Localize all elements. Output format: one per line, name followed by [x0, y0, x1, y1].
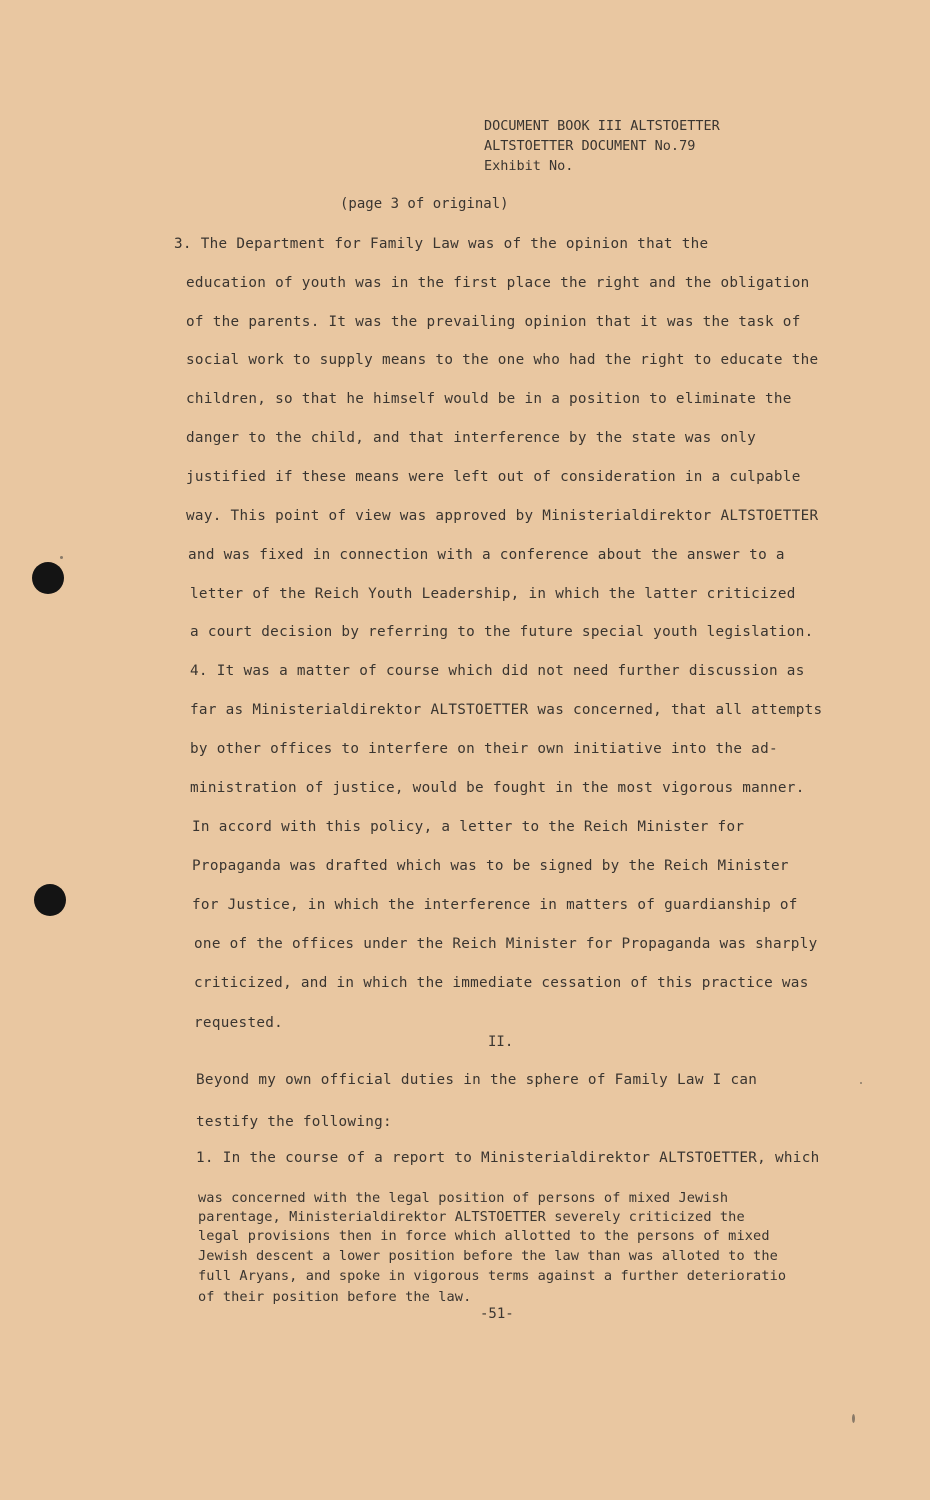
body-line: 4. It was a matter of course which did not need further discussion as [190, 663, 805, 679]
body-line: letter of the Reich Youth Leadership, in which the latter criticized [190, 586, 796, 602]
punch-hole [34, 884, 66, 916]
body-line: far as Ministerialdirektor ALTSTOETTER was concerned, that all attempts [190, 702, 823, 718]
body-line: 1. In the course of a report to Ministerialdirektor ALTSTOETTER, which [196, 1150, 820, 1166]
body-line: one of the offices under the Reich Minister for Propaganda was sharply [194, 936, 818, 952]
body-line: criticized, and in which the immediate cessation of this practice was [194, 975, 809, 991]
document-header [484, 116, 720, 176]
body-line: for Justice, in which the interference in matters of guardianship of [192, 897, 798, 913]
page-number: -51- [480, 1306, 514, 1322]
body-line: justified if these means were left out of consideration in a culpable [186, 469, 801, 485]
paper-mark [860, 1082, 862, 1084]
body-line: a court decision by referring to the future special youth legislation. [190, 624, 814, 640]
body-line: In accord with this policy, a letter to the Reich Minister for [192, 819, 745, 835]
body-line: full Aryans, and spoke in vigorous terms against a further deterioratio [198, 1268, 787, 1284]
body-line: Jewish descent a lower position before the law than was alloted to the [198, 1248, 778, 1264]
body-line: Beyond my own official duties in the sphere of Family Law I can [196, 1072, 758, 1088]
body-line: and was fixed in connection with a conference about the answer to a [188, 547, 785, 563]
body-line: education of youth was in the first place the right and the obligation [186, 275, 810, 291]
body-line: was concerned with the legal position of persons of mixed Jewish [198, 1190, 729, 1206]
header-document-book: DOCUMENT BOOK III ALTSTOETTER [484, 118, 720, 134]
body-line: children, so that he himself would be in a position to eliminate the [186, 391, 792, 407]
body-line: testify the following: [196, 1114, 392, 1130]
section-heading: II. [488, 1034, 514, 1050]
body-line: by other offices to interfere on their own initiative into the ad- [190, 741, 778, 757]
body-line: social work to supply means to the one who had the right to educate the [186, 352, 819, 368]
body-line: way. This point of view was approved by Ministerialdirektor ALTSTOETTER [186, 508, 819, 524]
header-exhibit-number: Exhibit No. [484, 158, 574, 174]
body-line: of their position before the law. [198, 1289, 472, 1305]
body-line: parentage, Ministerialdirektor ALTSTOETTER severely criticized the [198, 1209, 745, 1225]
paper-mark [60, 556, 63, 559]
body-line: of the parents. It was the prevailing opinion that it was the task of [186, 314, 801, 330]
body-line: Propaganda was drafted which was to be signed by the Reich Minister [192, 858, 789, 874]
paper-mark [852, 1414, 855, 1423]
body-line: ministration of justice, would be fought in the most vigorous manner. [190, 780, 805, 796]
body-line: legal provisions then in force which allotted to the persons of mixed [198, 1228, 770, 1244]
punch-hole [32, 562, 64, 594]
header-document-number: ALTSTOETTER DOCUMENT No.79 [484, 138, 696, 154]
original-page-note: (page 3 of original) [340, 196, 509, 212]
body-line: requested. [194, 1015, 284, 1031]
body-line: danger to the child, and that interference by the state was only [186, 430, 757, 446]
body-line: 3. The Department for Family Law was of the opinion that the [174, 236, 709, 252]
